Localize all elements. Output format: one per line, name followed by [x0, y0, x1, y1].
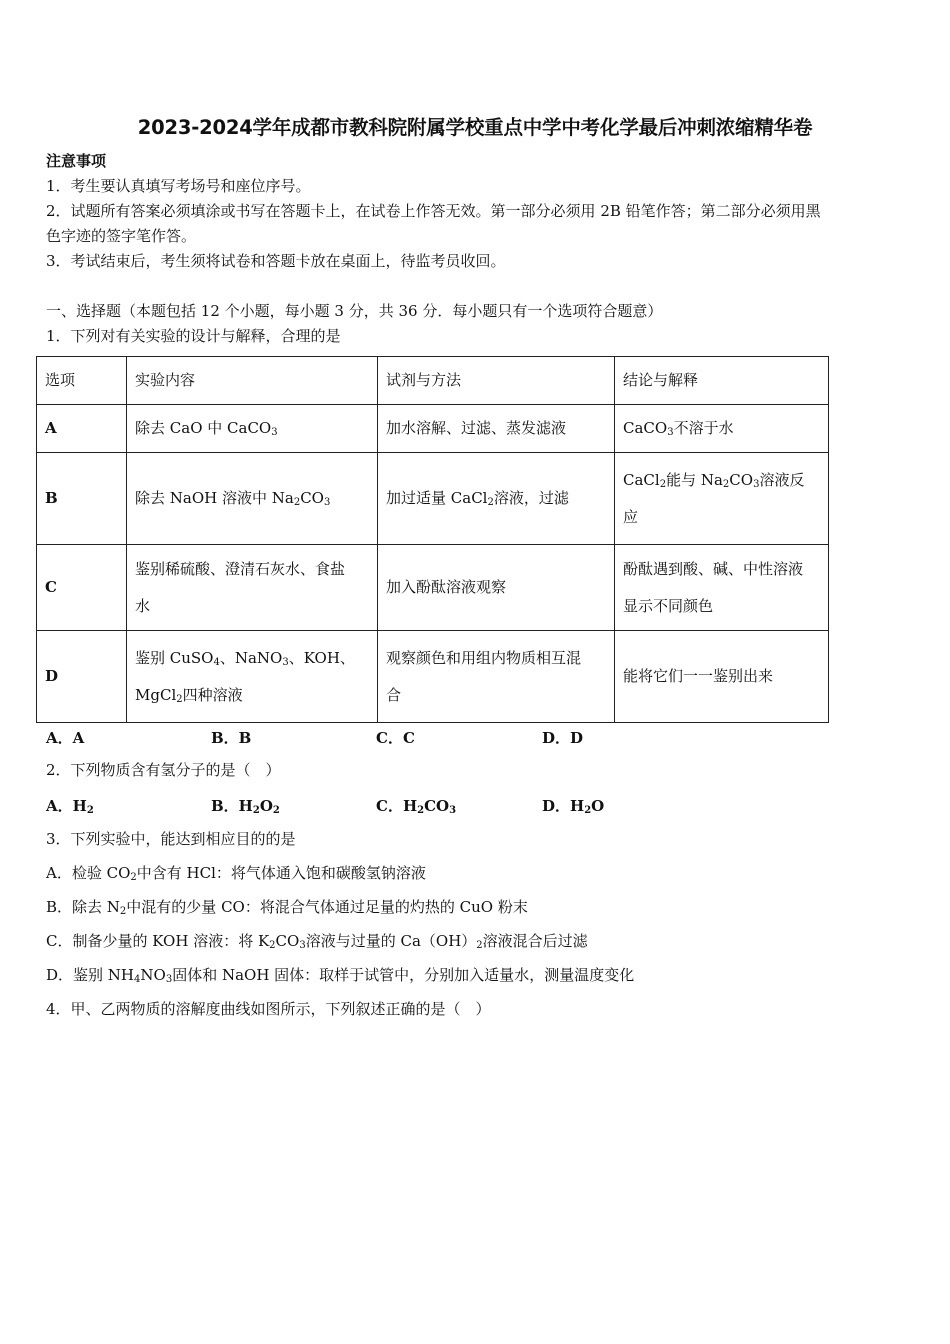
row-b-conclusion: CaCl$_2$能与 $Na_2CO_3$溶液反 应 — [615, 453, 829, 545]
row-b-option: B — [37, 453, 127, 545]
page-title: 2023-2024学年成都市教科院附属学校重点中学中考化学最后冲刺浓缩精华卷 — [137, 116, 813, 139]
notice-item-3: 3．考试结束后，考生须将试卷和答题卡放在桌面上，待监考员收回。 — [46, 252, 506, 270]
table-row — [37, 405, 829, 453]
row-c-content: 鉴别稀硫酸、澄清石灰水、食盐 水 — [127, 545, 378, 631]
table-row — [37, 453, 829, 545]
row-c-method: 加入酚酞溶液观察 — [378, 545, 615, 631]
row-d-method: 观察颜色和用组内物质相互混 合 — [378, 631, 615, 723]
section-heading: 一、选择题（本题包括 12 个小题，每小题 3 分，共 36 分．每小题只有一个选项符合题意） — [46, 302, 663, 320]
q3-option-b: B．除去 $N_2$中混有的少量 CO：将混合气体通过足量的灼热的 CuO 粉末 — [46, 898, 528, 917]
notice-item-2b: 色字迹的签字笔作答。 — [46, 227, 197, 245]
row-a-option: A — [37, 405, 127, 453]
q2-option-a: A．$H_2$ — [46, 797, 94, 816]
q1-option-b: B．B — [211, 729, 252, 747]
row-c-conclusion: 酚酞遇到酸、碱、中性溶液 显示不同颜色 — [615, 545, 829, 631]
row-c-option: C — [37, 545, 127, 631]
q1-option-c: C．C — [376, 729, 415, 747]
q2-option-b: B．$H_2O_2$ — [211, 797, 280, 816]
notice-item-2a: 2．试题所有答案必须填涂或书写在答题卡上，在试卷上作答无效。第一部分必须用 2B 铅笔作答；第二部分必须用黑 — [46, 202, 821, 220]
q4-stem: 4．甲、乙两物质的溶解度曲线如图所示，下列叙述正确的是（ ） — [46, 1000, 491, 1018]
q2-option-c: C．$H_2CO_3$ — [376, 797, 457, 816]
q3-option-c: C．制备少量的 KOH 溶液：将 $K_2CO_3$溶液与过量的 $Ca(OH)_2$溶液混合后过滤 — [46, 932, 588, 951]
row-d-conclusion: 能将它们一一鉴别出来 — [615, 631, 829, 723]
header-method: 试剂与方法 — [378, 357, 615, 405]
q2-stem: 2．下列物质含有氢分子的是（ ） — [46, 761, 281, 779]
header-option: 选项 — [37, 357, 127, 405]
table-header-row — [37, 357, 829, 405]
row-a-conclusion: CaCO$_3$不溶于水 — [615, 405, 829, 453]
row-b-content: 除去 NaOH 溶液中 $Na_2CO_3$ — [127, 453, 378, 545]
notice-heading: 注意事项 — [46, 152, 107, 170]
q3-option-a: A．检验 $CO_2$中含有 HCl：将气体通入饱和碳酸氢钠溶液 — [46, 864, 426, 883]
table-row — [37, 545, 829, 631]
table-row — [37, 631, 829, 723]
q1-stem: 1．下列对有关实验的设计与解释，合理的是 — [46, 327, 341, 345]
header-content: 实验内容 — [127, 357, 378, 405]
q2-option-d: D．$H_2O$ — [542, 797, 605, 816]
notice-item-1: 1．考生要认真填写考场号和座位序号。 — [46, 177, 311, 195]
q1-table — [36, 356, 829, 723]
row-b-method: 加过适量 CaCl$_2$溶液，过滤 — [378, 453, 615, 545]
q3-stem: 3．下列实验中，能达到相应目的的是 — [46, 830, 296, 848]
q1-option-a: A．A — [46, 729, 85, 747]
row-d-option: D — [37, 631, 127, 723]
q1-option-d: D．D — [542, 729, 584, 747]
row-a-method: 加水溶解、过滤、蒸发滤液 — [378, 405, 615, 453]
header-conclusion: 结论与解释 — [615, 357, 829, 405]
q3-option-d: D．鉴别 $NH_4NO_3$固体和 NaOH 固体：取样于试管中，分别加入适量水，测量温度变化 — [46, 966, 635, 985]
row-a-content: 除去 CaO 中 CaCO$_3$ — [127, 405, 378, 453]
row-d-content: 鉴别 CuSO$_4$、NaNO$_3$、KOH、 MgCl$_2$四种溶液 — [127, 631, 378, 723]
